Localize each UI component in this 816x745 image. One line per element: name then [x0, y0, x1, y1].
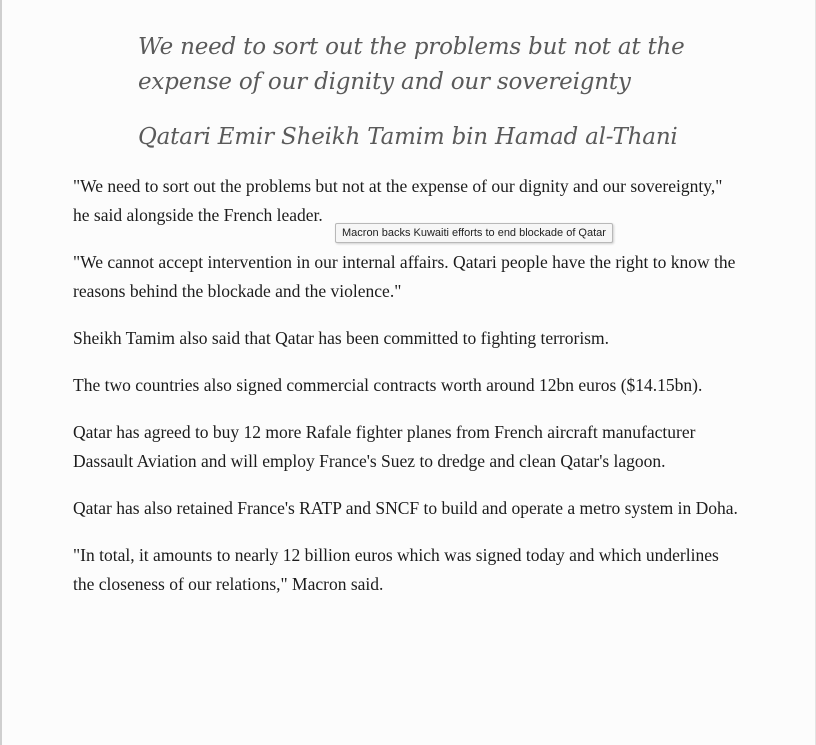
- pull-quote-text: We need to sort out the problems but not at the expense of our dignity and our sovereignty: [138, 34, 685, 95]
- article-paragraph: "We need to sort out the problems but not at the expense of our dignity and our sovereignty," he said alongside the French leader.: [73, 176, 723, 225]
- article-paragraph: Qatar has agreed to buy 12 more Rafale fighter planes from French aircraft manufacturer Dassault Aviation and will employ France's Suez to dredge and clean Qatar's lagoon.: [73, 422, 696, 471]
- article-paragraph: "We cannot accept intervention in our internal affairs. Qatari people have the right to know the reasons behind the blockade and the violence.": [73, 252, 736, 301]
- article-paragraph: The two countries also signed commercial contracts worth around 12bn euros ($14.15bn).: [73, 375, 703, 395]
- article-paragraph: Qatar has also retained France's RATP and SNCF to build and operate a metro system in Doha.: [73, 498, 738, 518]
- article-paragraph: Sheikh Tamim also said that Qatar has been committed to fighting terrorism.: [73, 328, 609, 348]
- pull-quote-attribution: Qatari Emir Sheikh Tamim bin Hamad al-Thani: [138, 124, 678, 150]
- link-tooltip: Macron backs Kuwaiti efforts to end blockade of Qatar: [335, 223, 613, 243]
- pull-quote: [138, 30, 738, 155]
- article-paragraph: "In total, it amounts to nearly 12 billion euros which was signed today and which underlines the closeness of our relations," Macron said.: [73, 545, 719, 594]
